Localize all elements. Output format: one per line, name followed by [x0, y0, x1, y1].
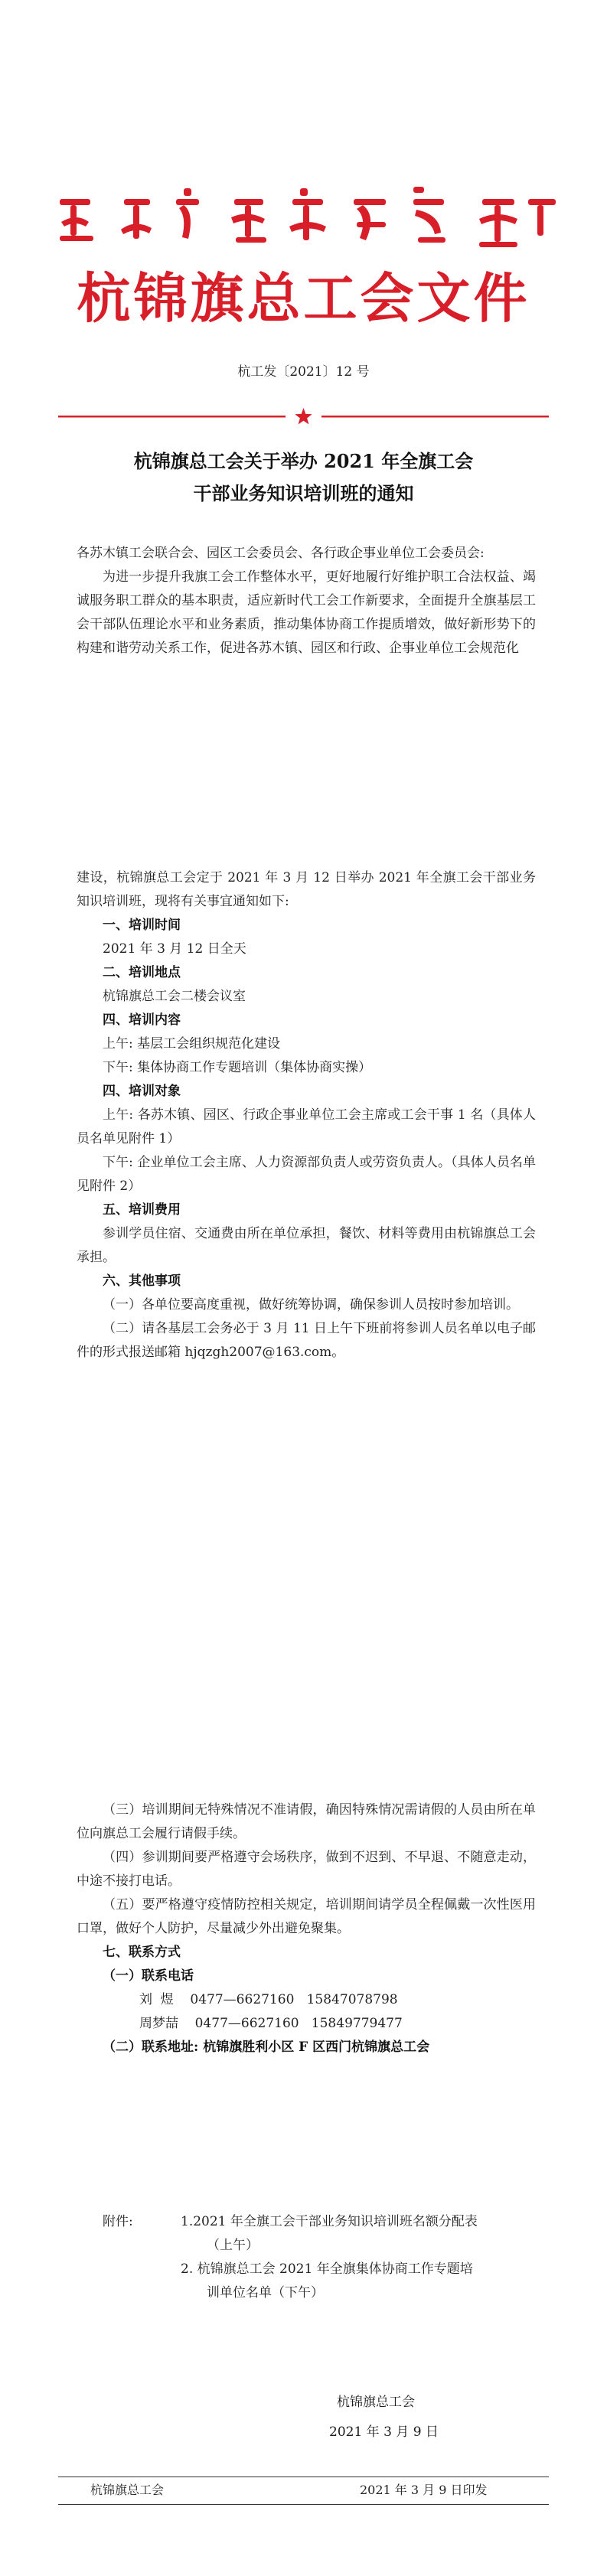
- signature-date: 2021 年 3 月 9 日: [329, 2424, 439, 2440]
- intro-paragraph-part2: 建设，杭锦旗总工会定于 2021 年 3 月 12 日举办 2021 年全旗工会干部业务知识培训班，现将有关事宜通知如下:: [77, 870, 536, 909]
- contact-address: （二）联系地址: 杭锦旗胜利小区 F 区西门杭锦旗总工会: [103, 2040, 430, 2055]
- other-matter-1: （一）各单位要高度重视，做好统筹协调，确保参训人员按时参加培训。: [103, 1297, 519, 1312]
- body-block-2: [77, 866, 536, 1365]
- contact-phone-label: （一）联系电话: [103, 1968, 194, 1984]
- section-training-content: 四、培训内容: [103, 1012, 181, 1028]
- document-number: 杭工发〔2021〕12 号: [237, 364, 370, 380]
- attachment-1-line2: （上午）: [207, 2238, 259, 2253]
- section-training-time: 一、培训时间: [103, 918, 181, 933]
- red-separator-with-star: [58, 407, 549, 426]
- attachments: [77, 2210, 536, 2305]
- body-block-1: [77, 542, 536, 660]
- training-time-text: 2021 年 3 月 12 日全天: [103, 941, 246, 957]
- section-training-target: 四、培训对象: [103, 1084, 181, 1099]
- training-content-pm: 下午: 集体协商工作专题培训（集体协商实操）: [103, 1060, 372, 1075]
- star-icon: [295, 408, 312, 425]
- notice-title-line2: 干部业务知识培训班的通知: [193, 482, 414, 504]
- body-block-3: [77, 1798, 536, 2059]
- training-target-pm: 下午: 企业单位工会主席、人力资源部负责人或劳资负责人。（具体人员名单见附件 2）: [77, 1155, 536, 1194]
- training-location-text: 杭锦旗总工会二楼会议室: [103, 989, 246, 1004]
- section-training-location: 二、培训地点: [103, 965, 181, 980]
- document-header-title: 杭锦旗总工会文件: [77, 266, 530, 330]
- training-content-am: 上午: 基层工会组织规范化建设: [103, 1036, 281, 1052]
- attachment-2: [77, 2258, 536, 2305]
- training-target-am: 上午: 各苏木镇、园区、行政企事业单位工会主席或工会干事 1 名（具体人员名单见附件 1）: [77, 1107, 536, 1146]
- other-matter-3: （三）培训期间无特殊情况不准请假，确因特殊情况需请假的人员由所在单位向旗总工会履行请假手续。: [77, 1802, 536, 1841]
- other-matter-5: （五）要严格遵守疫情防控相关规定，培训期间请学员全程佩戴一次性医用口罩，做好个人防护，尽量减少外出避免聚集。: [77, 1897, 536, 1936]
- other-matter-4: （四）参训期间要严格遵守会场秩序，做到不迟到、不早退、不随意走动，中途不接打电话。: [77, 1850, 536, 1889]
- footer-bottom-rule: [58, 2504, 549, 2505]
- attachments-label: 附件:: [103, 2214, 133, 2229]
- footer-issuer: 杭锦旗总工会: [90, 2483, 165, 2497]
- training-fees-text: 参训学员住宿、交通费由所在单位承担，餐饮、材料等费用由杭锦旗总工会承担。: [77, 1226, 536, 1265]
- intro-paragraph-part1: 为进一步提升我旗工会工作整体水平，更好地履行好维护职工合法权益、竭诚服务职工群众的基本职责，适应新时代工会工作新要求，全面提升全旗基层工会干部队伍理论水平和业务素质，推动集体协商工作提质增效，做好新形势下的构建和谐劳动关系工作，促进各苏木镇、园区和行政、企事业单位工会规范化: [77, 569, 536, 656]
- section-training-fees: 五、培训费用: [103, 1202, 181, 1218]
- section-contact: 七、联系方式: [103, 1945, 181, 1960]
- attachment-2-line2: 训单位名单（下午）: [207, 2285, 324, 2300]
- section-other-matters: 六、其他事项: [103, 1273, 181, 1289]
- mongolian-script-header: [54, 176, 559, 260]
- contact-row-2: 周梦喆 0477—6627160 15849779477: [139, 2016, 403, 2031]
- signature-org: 杭锦旗总工会: [337, 2395, 415, 2410]
- notice-title: [0, 445, 607, 510]
- notice-title-line1: 杭锦旗总工会关于举办 2021 年全旗工会: [133, 450, 474, 472]
- attachment-1-line1: 1.2021 年全旗工会干部业务知识培训班名额分配表: [181, 2214, 478, 2229]
- footer-print-date: 2021 年 3 月 9 日印发: [360, 2483, 488, 2497]
- attachment-2-line1: 2. 杭锦旗总工会 2021 年全旗集体协商工作专题培: [181, 2261, 473, 2277]
- attachment-1: [77, 2210, 536, 2258]
- salutation: 各苏木镇工会联合会、园区工会委员会、各行政企事业单位工会委员会:: [77, 546, 485, 561]
- other-matter-2: （二）请各基层工会务必于 3 月 11 日上午下班前将参训人员名单以电子邮件的形式报送邮箱 hjqzgh2007@163.com。: [77, 1321, 536, 1360]
- contact-row-1: 刘 煜 0477—6627160 15847078798: [139, 1992, 398, 2007]
